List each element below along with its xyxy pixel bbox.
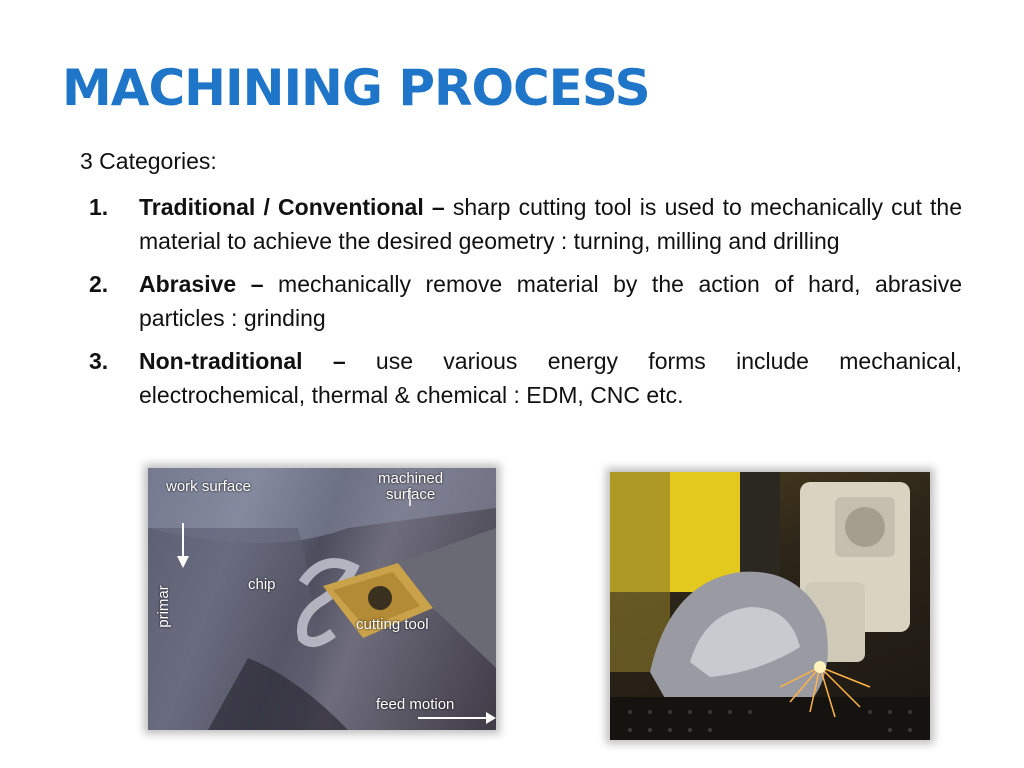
item-number: 3.	[89, 348, 109, 374]
item-term: Abrasive –	[139, 271, 264, 297]
list-item	[80, 190, 962, 258]
item-number: 1.	[89, 194, 109, 220]
category-list	[80, 190, 962, 421]
item-number: 2.	[89, 271, 109, 297]
chip-label: chip	[248, 576, 276, 593]
intro-text: 3 Categories:	[80, 148, 217, 174]
list-item	[80, 267, 962, 335]
item-description: use various energy forms include mechanical, electrochemical, thermal & chemical : EDM, CNC etc.	[139, 348, 962, 408]
machined-surface-label-line1: machined	[378, 470, 444, 487]
primary-motion-label: primar	[154, 585, 172, 628]
item-description: mechanically remove material by the action of hard, abrasive particles : grinding	[139, 271, 962, 331]
slide-title: MACHINING PROCESS	[62, 59, 650, 117]
cutting-tool-label: cutting tool	[356, 616, 429, 633]
cnc-machine-photo	[610, 472, 930, 740]
turning-operation-photo	[148, 468, 496, 730]
turning-photo-graphic	[148, 468, 496, 730]
cnc-photo-graphic	[610, 472, 930, 740]
machined-surface-label-line2: surface	[386, 486, 436, 503]
item-term: Traditional / Conventional –	[139, 194, 445, 220]
item-description: sharp cutting tool is used to mechanically cut the material to achieve the desired geometry : turning, milling and drilling	[139, 194, 962, 254]
feed-motion-label: feed motion	[376, 696, 455, 713]
list-item	[80, 344, 962, 412]
work-surface-label: work surface	[166, 478, 252, 495]
item-term: Non-traditional –	[139, 348, 346, 374]
